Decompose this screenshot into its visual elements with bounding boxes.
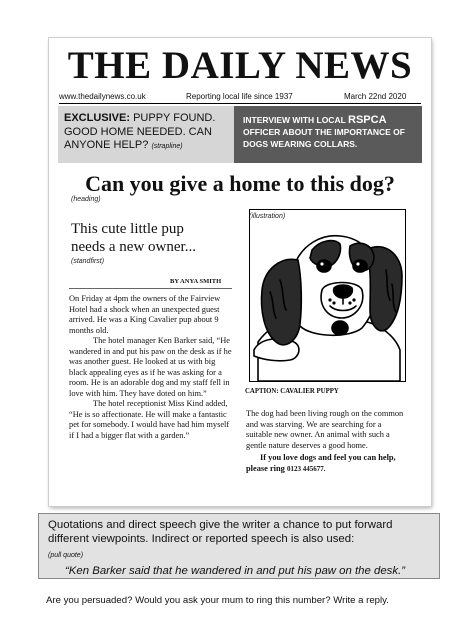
byline: BY ANYA SMITH (170, 278, 222, 285)
phone-number: 0123 445677. (286, 464, 326, 473)
strapline-box (58, 106, 236, 163)
appeal-paragraph (246, 453, 408, 474)
masthead-title: THE DAILY NEWS (67, 44, 413, 87)
website-url: www.thedailynews.co.uk (59, 92, 146, 101)
strapline-tag: (strapline) (151, 143, 183, 150)
article-column-left (69, 294, 234, 441)
headline-tag: (heading) (71, 196, 101, 203)
teaching-note-box (38, 513, 440, 579)
promo-highlight: RSPCA (348, 114, 387, 126)
masthead-motto: Reporting local life since 1937 (186, 92, 293, 101)
standfirst (71, 220, 196, 256)
article-column-right (246, 409, 408, 474)
promo-text-end: OFFICER ABOUT THE IMPORTANCE OF DOGS WEARING COLLARS. (243, 127, 405, 149)
standfirst-line-1: This cute little pup (71, 221, 184, 237)
note-text: Quotations and direct speech give the writer a chance to put forward different viewpoints. Indirect or reported speech is also used: (48, 519, 393, 545)
appeal-text: If you love dogs and feel you can help, please ring (246, 453, 396, 473)
newspaper-page (49, 38, 431, 506)
article-paragraph: The hotel manager Ken Barker said, “He wandered in and put his paw on the desk as if he was another guest. He looked at us with big black appealing eyes as if he was asking for a room. He is an adorable dog and my staff fell in love with him. They have doted on him.” (69, 336, 232, 398)
strapline-label: EXCLUSIVE: (64, 112, 131, 124)
masthead-rule (59, 103, 421, 104)
pull-quote: “Ken Barker said that he wandered in and put his paw on the desk.” (65, 565, 406, 577)
illustration-tag: (illustration) (249, 213, 286, 220)
standfirst-line-2: needs a new owner... (71, 239, 196, 255)
promo-box (234, 106, 422, 163)
photo-caption: CAPTION: CAVALIER PUPPY (245, 388, 339, 395)
writing-prompt: Are you persuaded? Would you ask your mum to ring this number? Write a reply. (46, 595, 389, 606)
byline-rule (69, 288, 232, 289)
pull-quote-tag: (pull quote) (48, 552, 84, 559)
article-paragraph: On Friday at 4pm the owners of the Fairview Hotel had a shock when an unexpected guest arrived. He was a King Cavalier pup about 9 months old. (69, 294, 221, 335)
headline: Can you give a home to this dog? (85, 171, 395, 196)
promo-text-start: INTERVIEW WITH LOCAL (243, 115, 346, 125)
article-paragraph: The dog had been living rough on the common and was starving. We are searching for a suitable new owner. An animal with such a gentle nature deserves a good home. (246, 409, 404, 450)
article-paragraph: The hotel receptionist Miss Kind added, “He is so affectionate. He will make a fantastic pet for somebody. I would have had him myself if I had a bigger flat with a garden.” (69, 399, 230, 440)
standfirst-tag: (standfirst) (71, 258, 105, 265)
issue-date: March 22nd 2020 (344, 92, 407, 101)
puppy-drawing (250, 210, 405, 381)
puppy-illustration (249, 209, 406, 382)
strapline-text: PUPPY FOUND. GOOD HOME NEEDED. CAN ANYONE HELP? (64, 112, 216, 151)
